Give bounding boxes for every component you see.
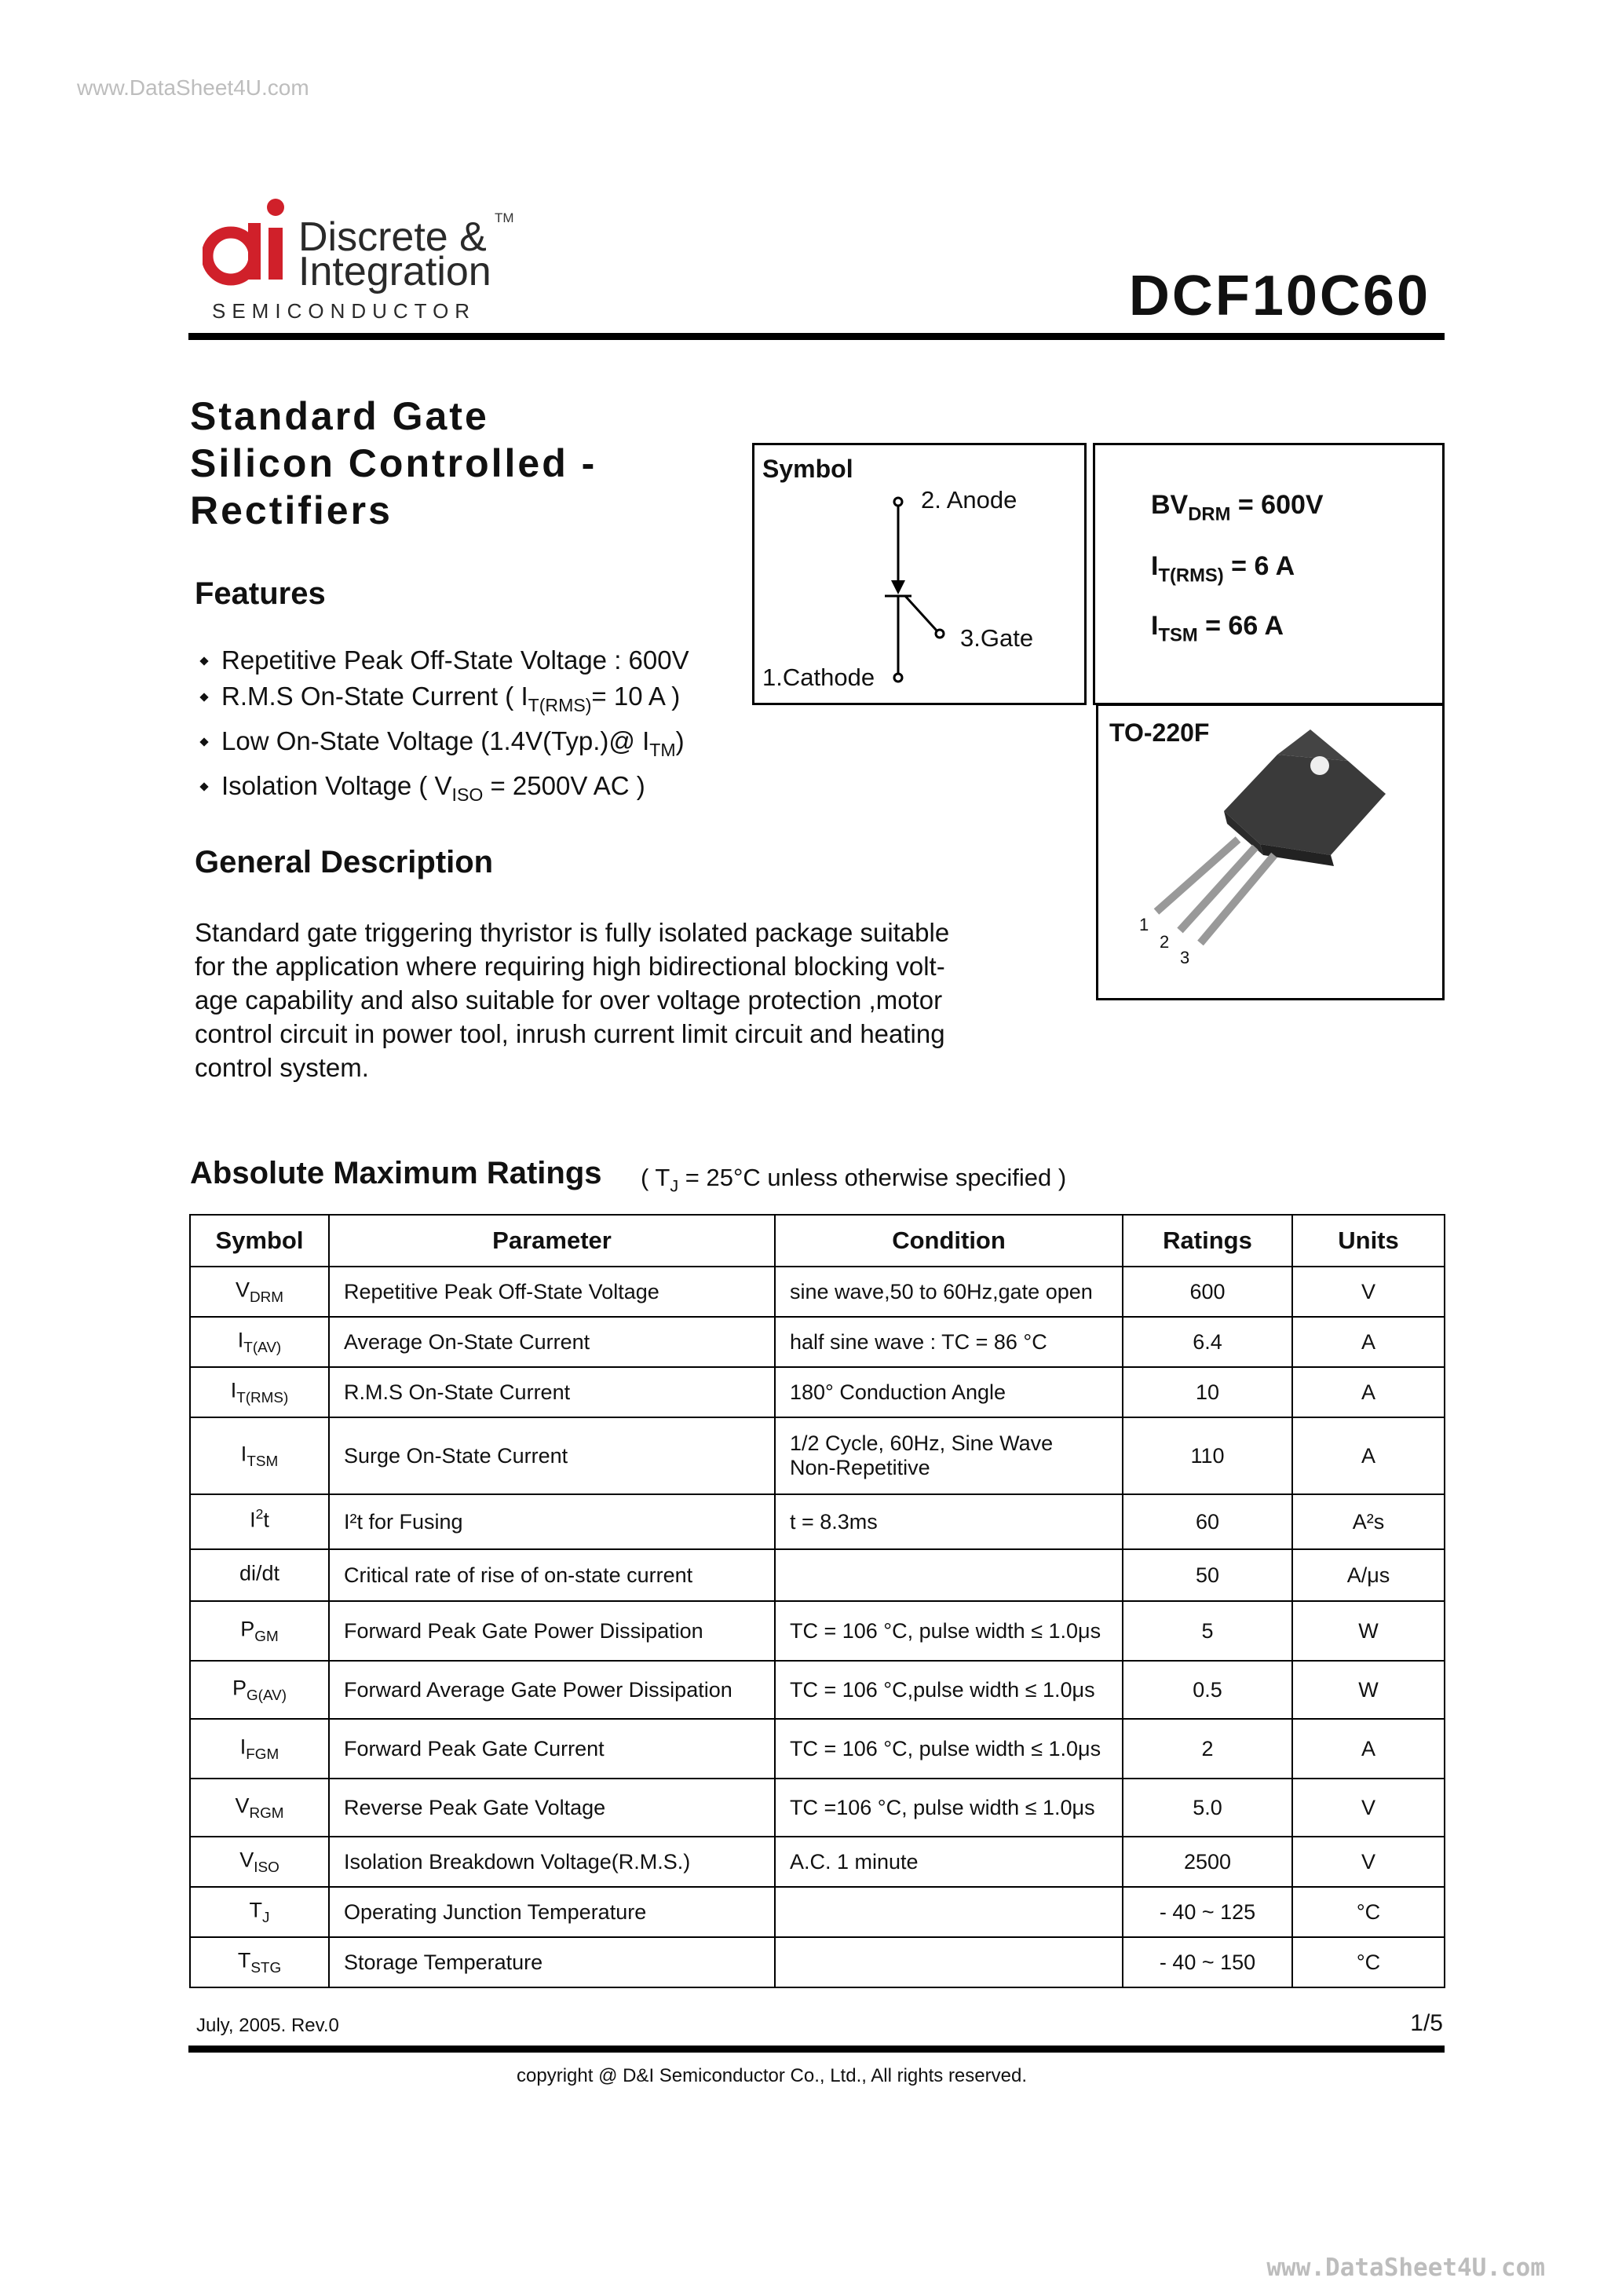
table-row (190, 1661, 1445, 1719)
condition-line: TC =106 °C, pulse width ≤ 1.0μs (790, 1795, 1095, 1819)
symbol-text: I (250, 1508, 256, 1532)
general-description-heading: General Description (195, 845, 494, 879)
symbol-text: I (230, 1378, 237, 1402)
cell-symbol (190, 1267, 329, 1317)
spec-symbol: BV (1151, 490, 1189, 520)
symbol-text: P (240, 1617, 255, 1641)
symbol-subscript: DRM (249, 1289, 284, 1307)
cell-symbol (190, 1494, 329, 1549)
condition-line: TC = 106 °C,pulse width ≤ 1.0μs (790, 1677, 1095, 1702)
anode-label: 2. Anode (921, 486, 1017, 514)
table-row (190, 1317, 1445, 1367)
cell-symbol (190, 1601, 329, 1661)
column-header: Parameter (329, 1215, 775, 1267)
cell-parameter: Forward Average Gate Power Dissipation (329, 1661, 775, 1719)
cell-unit: A (1292, 1719, 1445, 1779)
table-row (190, 1417, 1445, 1494)
symbol-suffix: t (263, 1508, 269, 1532)
symbol-text: T (249, 1898, 263, 1922)
symbol-text: I (240, 1442, 247, 1466)
spec-bvdrm (1151, 490, 1324, 525)
general-description-body (195, 916, 995, 1084)
cell-symbol (190, 1837, 329, 1887)
column-header: Ratings (1123, 1215, 1292, 1267)
symbol-subscript: G(AV) (246, 1687, 287, 1705)
table-row (190, 1887, 1445, 1937)
cell-parameter: Forward Peak Gate Current (329, 1719, 775, 1779)
logo-line-3: SEMICONDUCTOR (212, 299, 477, 323)
cell-condition (775, 1417, 1123, 1494)
cell-parameter: Surge On-State Current (329, 1417, 775, 1494)
table-row (190, 1937, 1445, 1987)
desc-line: control circuit in power tool, inrush current limit circuit and heating (195, 1019, 945, 1048)
package-label: TO-220F (1109, 718, 1210, 747)
cell-rating: 60 (1123, 1494, 1292, 1549)
symbol-superscript: 2 (255, 1506, 264, 1523)
feature-text: Repetitive Peak Off-State Voltage : 600V (221, 645, 689, 675)
cell-symbol (190, 1887, 329, 1937)
cell-symbol (190, 1317, 329, 1367)
cell-unit: V (1292, 1779, 1445, 1837)
features-list (201, 642, 689, 813)
pin-label: 3 (1180, 948, 1190, 967)
cell-rating: 2 (1123, 1719, 1292, 1779)
cell-unit: A (1292, 1367, 1445, 1417)
table-row (190, 1837, 1445, 1887)
spec-subscript: TSM (1158, 624, 1198, 646)
spec-itsm (1151, 611, 1284, 646)
ratings-heading: Absolute Maximum Ratings (190, 1156, 602, 1190)
symbol-subscript: T(RMS) (236, 1390, 289, 1407)
cell-symbol (190, 1661, 329, 1719)
gate-label: 3.Gate (960, 624, 1034, 652)
condition-line: A.C. 1 minute (790, 1849, 919, 1874)
cell-rating: 0.5 (1123, 1661, 1292, 1719)
title-line: Standard Gate (190, 394, 489, 438)
cell-unit: °C (1292, 1887, 1445, 1937)
spec-value: = 600V (1230, 490, 1324, 520)
table-row (190, 1367, 1445, 1417)
cell-condition (775, 1601, 1123, 1661)
spec-subscript: T(RMS) (1158, 565, 1224, 587)
feature-symbol: I (521, 682, 528, 711)
symbol-text: I (237, 1328, 244, 1352)
cell-parameter: Average On-State Current (329, 1317, 775, 1367)
cell-unit: V (1292, 1837, 1445, 1887)
cell-condition (775, 1719, 1123, 1779)
column-header: Symbol (190, 1215, 329, 1267)
feature-text: ) (675, 726, 685, 756)
cell-parameter: Critical rate of rise of on-state current (329, 1549, 775, 1601)
spec-value: = 6 A (1223, 551, 1295, 581)
condition-line: t = 8.3ms (790, 1509, 878, 1534)
desc-line: age capability and also suitable for over voltage protection ,motor (195, 985, 943, 1015)
symbol-text: T (237, 1948, 251, 1972)
condition-line: TC = 106 °C, pulse width ≤ 1.0μs (790, 1736, 1101, 1760)
column-header: Condition (775, 1215, 1123, 1267)
list-item (201, 642, 689, 678)
column-header: Units (1292, 1215, 1445, 1267)
feature-text: = 10 A ) (591, 682, 681, 711)
cell-rating: - 40 ~ 125 (1123, 1887, 1292, 1937)
symbol-subscript: ISO (254, 1859, 279, 1877)
spec-symbol: I (1151, 551, 1159, 581)
symbol-subscript: J (262, 1910, 270, 1927)
page-number: 1/5 (1410, 2010, 1443, 2036)
symbol-subscript: TSM (247, 1453, 279, 1471)
symbol-subscript: RGM (249, 1805, 284, 1823)
note-text: = 25°C unless otherwise specified ) (678, 1164, 1067, 1191)
cell-symbol (190, 1719, 329, 1779)
cell-parameter: Storage Temperature (329, 1937, 775, 1987)
di-logo-icon (203, 196, 289, 298)
cell-rating: 110 (1123, 1417, 1292, 1494)
cell-unit: W (1292, 1601, 1445, 1661)
cathode-label: 1.Cathode (762, 664, 875, 691)
condition-line: 1/2 Cycle, 60Hz, Sine Wave (790, 1431, 1054, 1455)
header-rule (188, 333, 1445, 340)
table-row (190, 1549, 1445, 1601)
spec-symbol: I (1151, 611, 1159, 641)
symbol-subscript: FGM (246, 1746, 279, 1764)
symbol-text: I (239, 1735, 247, 1759)
symbol-text: V (239, 1848, 254, 1872)
cell-unit: A (1292, 1417, 1445, 1494)
desc-line: for the application where requiring high bidirectional blocking volt- (195, 952, 945, 981)
ratings-table (189, 1214, 1445, 1988)
table-row (190, 1779, 1445, 1837)
cell-symbol (190, 1417, 329, 1494)
desc-line: control system. (195, 1053, 369, 1082)
revision-date: July, 2005. Rev.0 (196, 2015, 339, 2036)
cell-condition (775, 1779, 1123, 1837)
note-text: ( T (641, 1164, 670, 1191)
list-item (201, 678, 689, 723)
pin-label: 2 (1160, 932, 1170, 952)
cell-symbol (190, 1779, 329, 1837)
pin-label: 1 (1139, 915, 1149, 934)
cell-rating: - 40 ~ 150 (1123, 1937, 1292, 1987)
logo-line-2: Integration (298, 249, 491, 294)
title-line: Silicon Controlled - (190, 441, 597, 485)
cell-rating: 50 (1123, 1549, 1292, 1601)
symbol-text: V (235, 1793, 250, 1818)
company-logo (203, 196, 532, 330)
watermark-bottom: www.DataSheet4U.com (1266, 2254, 1545, 2282)
table-header-row (190, 1215, 1445, 1267)
list-item (201, 723, 689, 768)
cell-symbol (190, 1937, 329, 1987)
cell-rating: 10 (1123, 1367, 1292, 1417)
condition-line: Non-Repetitive (790, 1456, 930, 1479)
product-title (190, 393, 597, 534)
cell-condition (775, 1317, 1123, 1367)
package-box (1096, 704, 1445, 1000)
spec-value: = 66 A (1197, 611, 1284, 641)
symbol-text: di/dt (239, 1561, 280, 1585)
table-row (190, 1601, 1445, 1661)
cell-condition (775, 1837, 1123, 1887)
footer-rule (188, 2046, 1445, 2053)
watermark-top: www.DataSheet4U.com (77, 75, 309, 100)
cell-parameter: Repetitive Peak Off-State Voltage (329, 1267, 775, 1317)
table-row (190, 1267, 1445, 1317)
feature-symbol: V (434, 771, 452, 801)
condition-line: TC = 106 °C, pulse width ≤ 1.0μs (790, 1618, 1101, 1643)
symbol-subscript: T(AV) (243, 1340, 282, 1357)
feature-subscript: TM (649, 740, 676, 761)
symbol-subscript: GM (254, 1629, 279, 1646)
cell-condition (775, 1937, 1123, 1987)
trademark-mark: TM (495, 210, 514, 225)
cell-parameter: R.M.S On-State Current (329, 1367, 775, 1417)
part-number: DCF10C60 (1128, 265, 1430, 327)
feature-text: R.M.S On-State Current ( (221, 682, 521, 711)
cell-unit: A²s (1292, 1494, 1445, 1549)
spec-subscript: DRM (1188, 503, 1231, 525)
feature-text: Isolation Voltage ( (221, 771, 435, 801)
cell-unit: W (1292, 1661, 1445, 1719)
to220f-package-icon (1098, 706, 1442, 998)
feature-text: = 2500V AC ) (483, 771, 645, 801)
condition-line: 180° Conduction Angle (790, 1380, 1006, 1404)
cell-condition (775, 1549, 1123, 1601)
cell-condition (775, 1887, 1123, 1937)
title-line: Rectifiers (190, 488, 393, 532)
cell-parameter: Forward Peak Gate Power Dissipation (329, 1601, 775, 1661)
cell-rating: 600 (1123, 1267, 1292, 1317)
spec-itrms (1151, 551, 1295, 587)
cell-parameter: Reverse Peak Gate Voltage (329, 1779, 775, 1837)
cell-symbol (190, 1367, 329, 1417)
features-heading: Features (195, 576, 326, 611)
list-item (201, 768, 689, 813)
symbol-box (752, 443, 1087, 705)
cell-unit: V (1292, 1267, 1445, 1317)
symbol-subscript: STG (250, 1960, 282, 1977)
cell-condition (775, 1367, 1123, 1417)
cell-parameter: Operating Junction Temperature (329, 1887, 775, 1937)
cell-rating: 5.0 (1123, 1779, 1292, 1837)
feature-subscript: T(RMS) (528, 695, 592, 716)
feature-symbol: I (642, 726, 650, 756)
table-row (190, 1719, 1445, 1779)
condition-line: half sine wave : TC = 86 °C (790, 1329, 1047, 1354)
cell-rating: 6.4 (1123, 1317, 1292, 1367)
table-row (190, 1494, 1445, 1549)
logo-line-1: Discrete & (298, 214, 487, 260)
cell-parameter: Isolation Breakdown Voltage(R.M.S.) (329, 1837, 775, 1887)
ratings-table-body (190, 1267, 1445, 1987)
cell-unit: A/μs (1292, 1549, 1445, 1601)
condition-line: sine wave,50 to 60Hz,gate open (790, 1279, 1093, 1303)
feature-text: Low On-State Voltage (1.4V(Typ.)@ (221, 726, 643, 756)
cell-symbol (190, 1549, 329, 1601)
symbol-text: P (232, 1676, 247, 1700)
cell-unit: A (1292, 1317, 1445, 1367)
symbol-box-label: Symbol (762, 455, 853, 483)
cell-condition (775, 1267, 1123, 1317)
symbol-text: V (235, 1278, 250, 1302)
cell-rating: 2500 (1123, 1837, 1292, 1887)
cell-rating: 5 (1123, 1601, 1292, 1661)
copyright: copyright @ D&I Semiconductor Co., Ltd., All rights reserved. (517, 2065, 1027, 2086)
note-subscript: J (670, 1175, 679, 1196)
feature-subscript: ISO (451, 784, 484, 806)
cell-condition (775, 1494, 1123, 1549)
cell-condition (775, 1661, 1123, 1719)
desc-line: Standard gate triggering thyristor is fully isolated package suitable (195, 918, 950, 947)
cell-parameter: I²t for Fusing (329, 1494, 775, 1549)
ratings-note (641, 1164, 1066, 1197)
cell-unit: °C (1292, 1937, 1445, 1987)
